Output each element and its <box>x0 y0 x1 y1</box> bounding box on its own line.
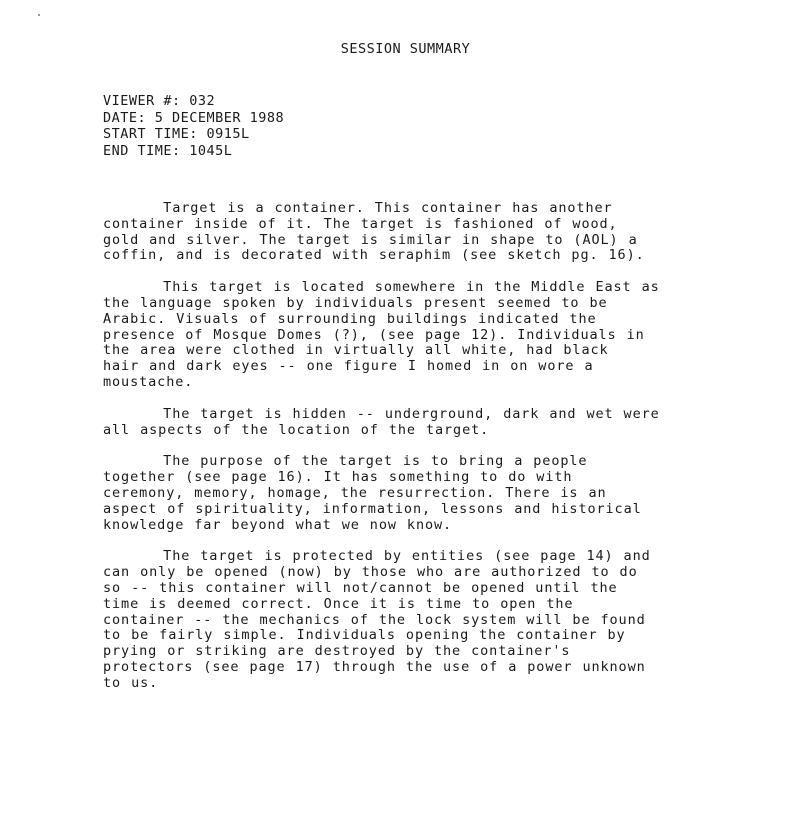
session-header <box>103 93 284 159</box>
paragraph-line: Target is a container. This container has another <box>103 200 613 216</box>
paragraph-line: container inside of it. The target is fashioned of wood, <box>103 215 618 232</box>
paragraph-line: ceremony, memory, homage, the resurrection. There is an <box>103 484 607 501</box>
paragraph-line: knowledge far beyond what we now know. <box>103 516 453 533</box>
paragraph-line: This target is located somewhere in the Middle East as <box>103 279 660 296</box>
paragraph-line: container -- the mechanics of the lock system will be found <box>103 611 646 628</box>
paragraph-line: so -- this container will not/cannot be opened until the <box>103 579 618 596</box>
paragraph-line: together (see page 16). It has something to do with <box>103 469 573 486</box>
paragraph-line: moustache. <box>103 373 194 390</box>
paragraph-line: presence of Mosque Domes (?), (see page 12). Individuals in <box>103 326 645 343</box>
paragraph-line: time is deemed correct. Once it is time to open the <box>103 595 574 612</box>
paragraph-line: prying or striking are destroyed by the container's <box>103 643 571 660</box>
paragraph-line: The target is protected by entities (see page 14) and <box>103 548 651 565</box>
paragraph-line: hair and dark eyes -- one figure I homed in on wore a <box>103 358 594 375</box>
paragraph-line: gold and silver. The target is similar in shape to (AOL) a <box>103 231 638 248</box>
paragraph-line: the area were clothed in virtually all white, had black <box>103 342 609 359</box>
summary-body <box>103 201 683 708</box>
paragraph <box>103 549 683 691</box>
paragraph-line: protectors (see page 17) through the use of a power unknown <box>103 658 646 675</box>
scan-speck <box>38 14 40 16</box>
paragraph-line: to be fairly simple. Individuals opening the container by <box>103 627 626 644</box>
paragraph-line: can only be opened (now) by those who are authorized to do <box>103 564 638 581</box>
paragraph-line: aspect of spirituality, information, lessons and historical <box>103 500 642 517</box>
end-time: END TIME: 1045L <box>103 142 233 159</box>
paragraph <box>103 280 683 391</box>
paragraph-line: coffin, and is decorated with seraphim (see sketch pg. 16). <box>103 247 645 264</box>
paragraph-line: The target is hidden -- underground, dark and wet were <box>103 405 660 422</box>
paragraph-line: the language spoken by individuals present seemed to be <box>103 294 608 311</box>
viewer-number: VIEWER #: 032 <box>103 93 216 109</box>
page-title: SESSION SUMMARY <box>340 41 471 57</box>
paragraph-line: Arabic. Visuals of surrounding buildings indicated the <box>103 310 597 327</box>
paragraph-line: The purpose of the target is to bring a people <box>103 453 588 470</box>
session-date: DATE: 5 DECEMBER 1988 <box>103 109 285 126</box>
paragraph <box>103 201 683 264</box>
paragraph-line: to us. <box>103 674 159 691</box>
paragraph <box>103 407 683 439</box>
paragraph <box>103 454 683 533</box>
paragraph-line: all aspects of the location of the target. <box>103 421 490 438</box>
start-time: START TIME: 0915L <box>103 126 250 142</box>
